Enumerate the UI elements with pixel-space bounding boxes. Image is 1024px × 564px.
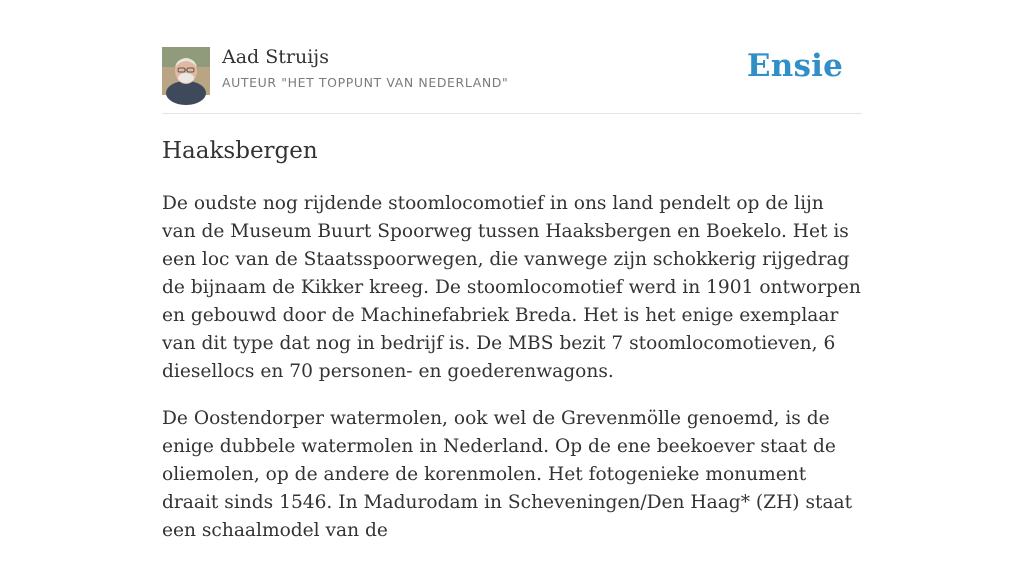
author-role: AUTEUR "HET TOPPUNT VAN NEDERLAND" [222,75,509,90]
brand-logo[interactable]: Ensie [746,48,843,84]
author-header [162,0,862,114]
author-name[interactable]: Aad Struijs [222,46,329,68]
article-paragraph: De oudste nog rijdende stoomlocomotief in ons land pendelt op de lijn van de Museum Buurt Spoorweg tussen Haaksbergen en Boekelo. Het is een loc van de Staatsspoorwegen, die vanwege zijn schokkerig rijgedrag de bijnaam de Kikker kreeg. De stoomlocomotief werd in 1901 ontworpen en gebouwd door de Machinefabriek Breda. Het is het enige exemplaar van dit type dat nog in bedrijf is. De MBS bezit 7 stoomlocomotieven, 6 diesellocs en 70 personen- en goederenwagons. [162,193,861,382]
author-avatar[interactable] [162,47,210,95]
author-photo [162,47,210,95]
article-title: Haaksbergen [162,138,318,164]
article-body [162,190,862,564]
article-container [162,0,862,541]
article-paragraph: De Oostendorper watermolen, ook wel de Grevenmölle genoemd, is de enige dubbele watermolen in Nederland. Op de ene beekoever staat de oliemolen, op de andere de korenmolen. Het fotogenieke monument draait sinds 1546. In Madurodam in Scheveningen/Den Haag* (ZH) staat een schaalmodel van de [162,408,853,541]
